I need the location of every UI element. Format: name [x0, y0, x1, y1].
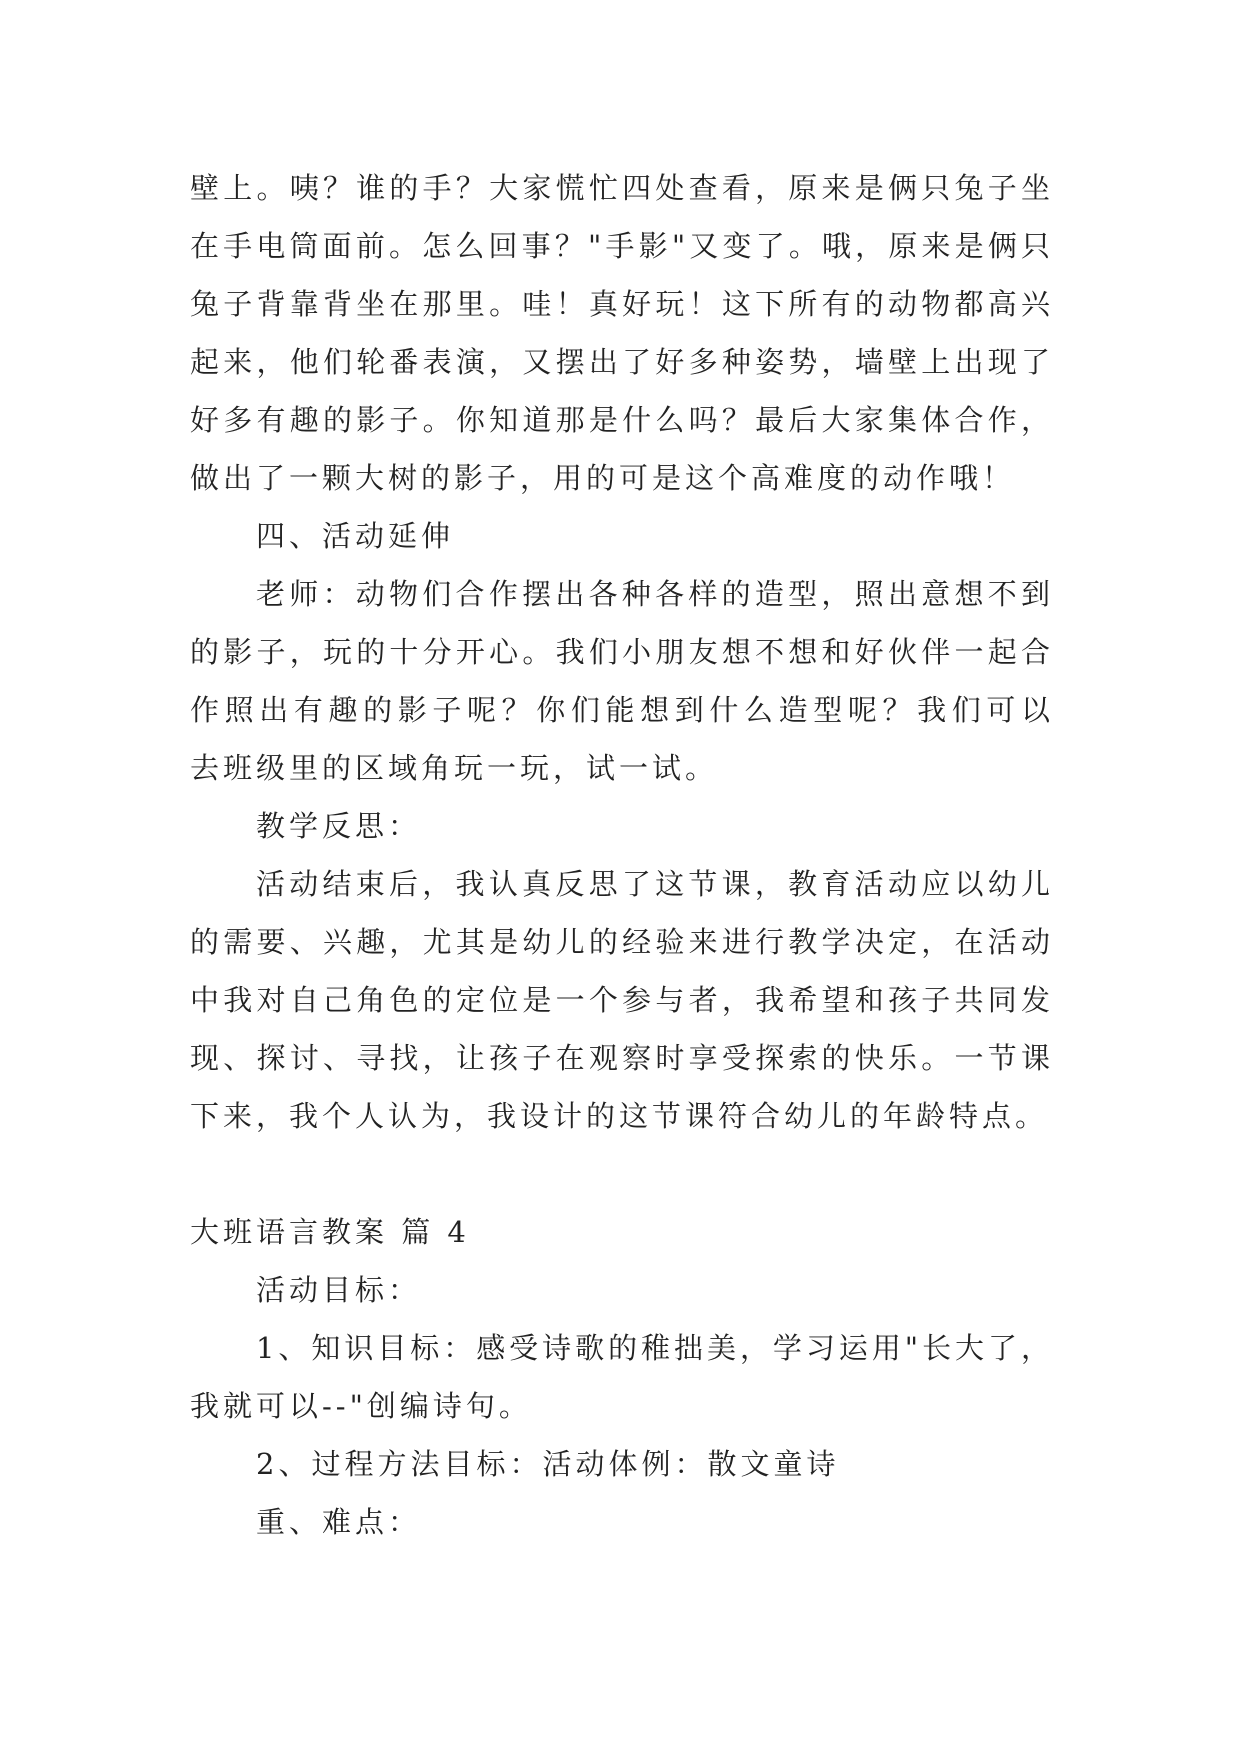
paragraph-line: 去班级里的区域角玩一玩，试一试。 [190, 751, 719, 785]
key-points-heading: 重、难点： [256, 1505, 422, 1539]
paragraph-line: 下来，我个人认为，我设计的这节课符合幼儿的年龄特点。 [190, 1099, 1049, 1133]
teaching-reflection-heading: 教学反思： [256, 809, 422, 843]
content-column [190, 159, 1050, 1551]
paragraph-line: 做出了一颗大树的影子，用的可是这个高难度的动作哦！ [190, 461, 1016, 495]
activity-extension-heading: 四、活动延伸 [256, 519, 455, 553]
lesson-title: 大班语言教案 篇 4 [190, 1215, 470, 1249]
paragraph-line: 活动结束后，我认真反思了这节课，教育活动应以幼儿 [256, 867, 1050, 901]
teaching-reflection-section [190, 797, 1050, 1145]
paragraph-line: 的需要、兴趣，尤其是幼儿的经验来进行教学决定，在活动 [190, 925, 1050, 959]
paragraph-line: 兔子背靠背坐在那里。哇！真好玩！这下所有的动物都高兴 [190, 287, 1050, 321]
activity-extension-section [190, 507, 1050, 797]
paragraph-line: 起来，他们轮番表演，又摆出了好多种姿势，墙壁上出现了 [190, 345, 1050, 379]
paragraph-line: 中我对自己角色的定位是一个参与者，我希望和孩子共同发 [190, 983, 1050, 1017]
paragraph-line: 好多有趣的影子。你知道那是什么吗？最后大家集体合作， [190, 403, 1050, 437]
objectives-heading: 活动目标： [256, 1273, 422, 1307]
paragraph-line: 1、知识目标：感受诗歌的稚拙美，学习运用"长大了， [256, 1331, 1050, 1365]
story-paragraph [190, 159, 1050, 507]
objective-2: 2、过程方法目标：活动体例：散文童诗 [256, 1447, 840, 1481]
paragraph-line: 老师：动物们合作摆出各种各样的造型，照出意想不到 [256, 577, 1050, 611]
paragraph-line: 壁上。咦？谁的手？大家慌忙四处查看，原来是俩只兔子坐 [190, 171, 1050, 205]
paragraph-line: 作照出有趣的影子呢？你们能想到什么造型呢？我们可以 [190, 693, 1050, 727]
paragraph-line: 的影子，玩的十分开心。我们小朋友想不想和好伙伴一起合 [190, 635, 1050, 669]
lesson-4-section [190, 1203, 1050, 1551]
blank-line-spacer [190, 1145, 1050, 1203]
paragraph-line: 我就可以--"创编诗句。 [190, 1389, 532, 1423]
objective-1 [190, 1319, 1050, 1435]
paragraph-line: 现、探讨、寻找，让孩子在观察时享受探索的快乐。一节课 [190, 1041, 1050, 1075]
paragraph-line: 在手电筒面前。怎么回事？"手影"又变了。哦，原来是俩只 [190, 229, 1050, 263]
